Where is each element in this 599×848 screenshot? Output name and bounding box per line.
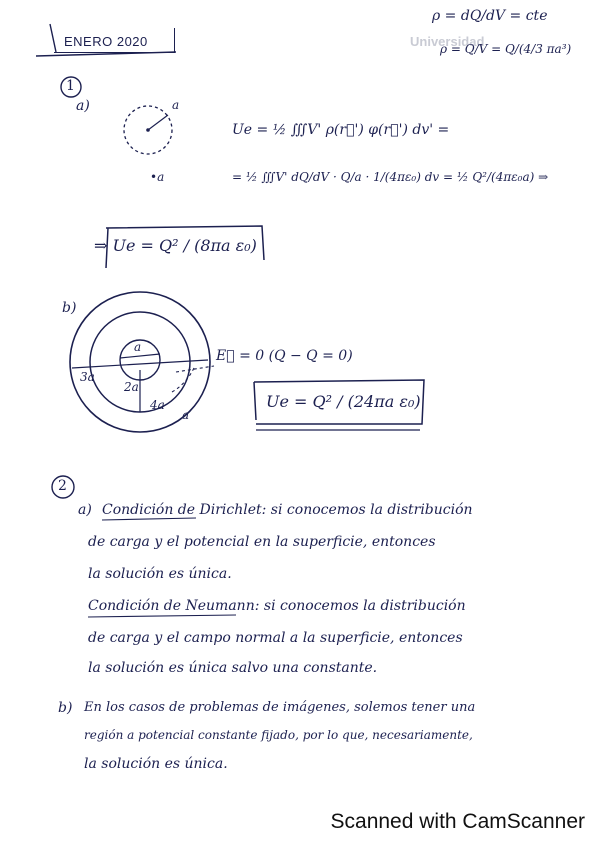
camscanner-watermark [0, 810, 599, 834]
problem2-line-2: de carga y el potencial en la superficie, entonces [88, 534, 436, 550]
density-formula-2: ρ = Q/V = Q/(4/3 πa³) [440, 42, 572, 56]
date-box-frame [54, 28, 175, 53]
problem2-line-3: la solución es única. [88, 566, 232, 582]
problem2-line-9: la solución es única. [84, 756, 228, 772]
problem2-line-7: En los casos de problemas de imágenes, solemos tener una [84, 700, 476, 715]
concentric-spheres [70, 292, 214, 432]
radius-2a-label: 2a [124, 380, 139, 394]
problem1-number: 1 [66, 78, 75, 94]
bleed-through-university: Universidad [410, 34, 485, 49]
field-zero-note: E⃗ = 0 (Q − Q = 0) [216, 348, 353, 364]
dirichlet-text: : si conocemos la distribución [261, 502, 473, 518]
problem2-line-5: de carga y el campo normal a la superficie, entonces [88, 630, 463, 646]
problem2-line-6: la solución es única salvo una constante. [88, 660, 378, 676]
sphere-radius-label: a [172, 98, 180, 112]
energy-eq-2: = ½ ∭V' dQ/dV · Q/a · 1/(4πε₀) dv = ½ Q²/(4πε₀a) ⇒ [232, 170, 549, 184]
scanner-text: Scanned with CamScanner [330, 810, 585, 833]
problem2-line-8: región a potencial constante fijado, por lo que, necesariamente, [84, 728, 473, 742]
result-a: ⇒ Ue = Q² / (8πa ε₀) [94, 236, 257, 255]
energy-eq-1: Ue = ½ ∭V' ρ(r⃗') φ(r⃗') dv' = [232, 122, 450, 138]
point-label: •a [150, 170, 165, 184]
density-formula-1: ρ = dQ/dV = cte [432, 8, 548, 24]
problem1-part-b-label: b) [62, 300, 77, 316]
radius-4a-label: 4a [150, 398, 165, 412]
date-box: ENERO 2020 [64, 34, 148, 49]
problem1-part-a-label: a) [76, 98, 90, 114]
problem2-line-4 [88, 598, 466, 614]
radius-3a-label: 3a [80, 370, 95, 384]
problem2-line-1 [102, 502, 473, 518]
outer-a-label: a [182, 408, 190, 422]
neumann-title: Condición de Neumann [88, 598, 255, 614]
problem2-part-b-label: b) [58, 700, 73, 716]
result-b: Ue = Q² / (24πa ε₀) [266, 392, 421, 411]
dirichlet-title: Condición de Dirichlet [102, 502, 262, 518]
problem2-part-a-label: a) [78, 502, 92, 518]
neumann-text: : si conocemos la distribución [254, 598, 466, 614]
problem2-number: 2 [58, 478, 67, 494]
inner-radius-label: a [134, 340, 142, 354]
